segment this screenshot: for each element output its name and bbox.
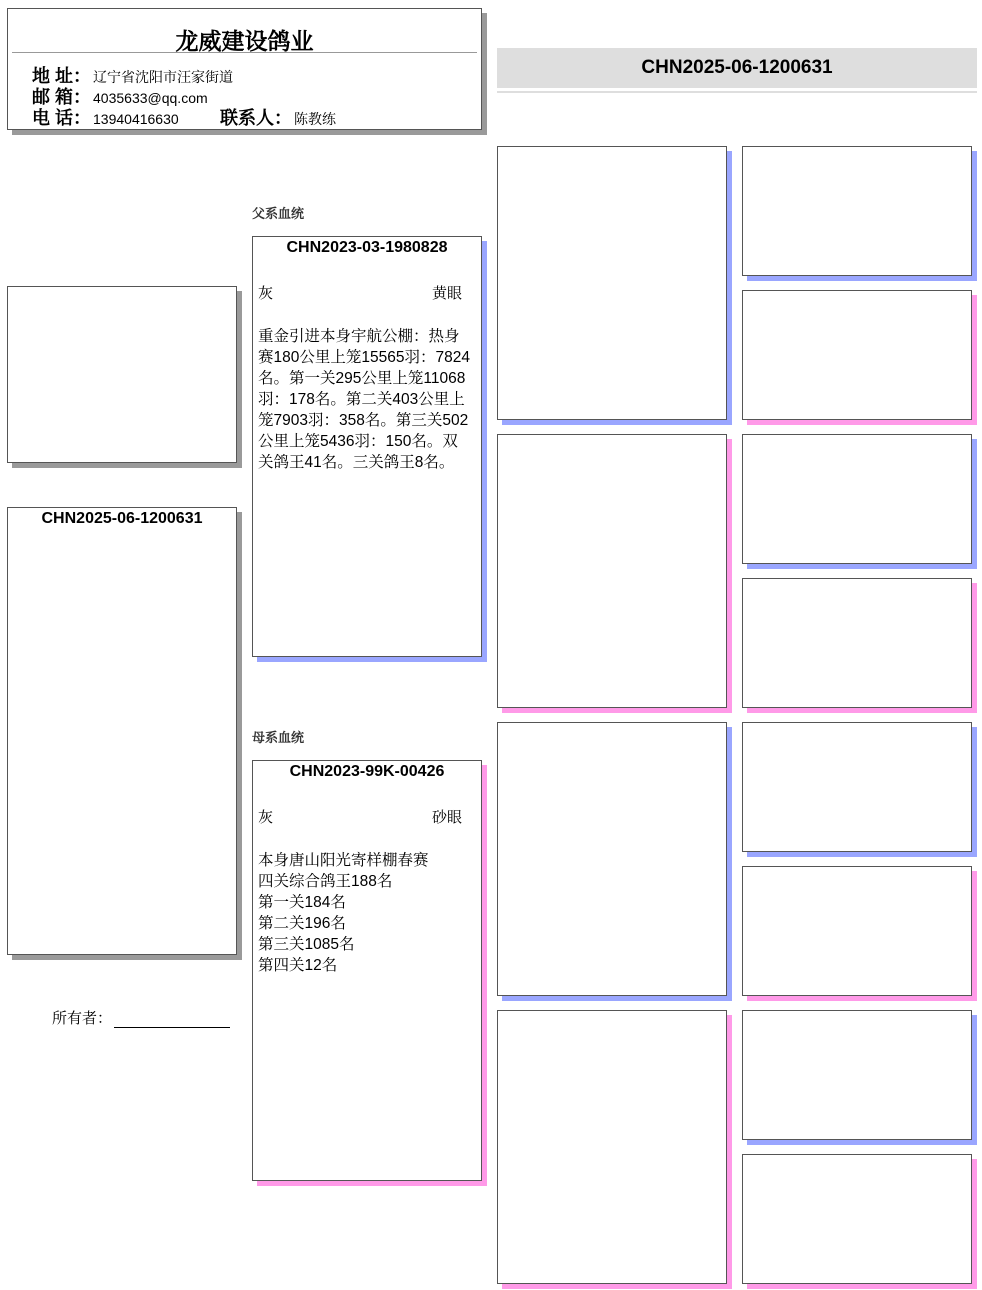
dam-eye: 砂眼 xyxy=(431,809,462,826)
owner-signature-line xyxy=(114,1010,230,1028)
sire-section-label: 父系血统 xyxy=(252,206,305,221)
phone-value: 13940416630 xyxy=(93,111,179,127)
great-grandparent-box-1 xyxy=(742,146,972,276)
subject-pigeon-card xyxy=(7,507,237,955)
loft-header-card xyxy=(7,8,482,130)
address-value: 辽宁省沈阳市汪家街道 xyxy=(93,69,234,85)
sire-traits xyxy=(258,282,462,303)
dam-traits xyxy=(258,806,462,827)
phone-row xyxy=(32,104,179,130)
pedigree-banner: CHN2025-06-1200631 xyxy=(497,48,977,88)
sire-race-record: 重金引进本身宇航公棚：热身赛180公里上笼15565羽：7824名。第一关295公里上笼11068羽：178名。第二关403公里上笼7903羽：358名。第三关502公里上笼5436羽：150名。双关鸽王41名。三关鸽王8名。 xyxy=(258,328,470,471)
dam-race-record: 本身唐山阳光寄样棚春赛 四关综合鸽王188名 第一关184名 第二关196名 第三关1085名 第四关12名 xyxy=(258,852,429,974)
paternal-granddam-box xyxy=(497,434,727,708)
address-label: 地 址： xyxy=(32,66,92,86)
great-grandparent-box-3 xyxy=(742,434,972,564)
maternal-granddam-box xyxy=(497,1010,727,1284)
email-label: 邮 箱： xyxy=(32,87,92,107)
contact-value: 陈教练 xyxy=(294,111,336,127)
great-grandparent-box-2 xyxy=(742,290,972,420)
great-grandparent-box-7 xyxy=(742,1010,972,1140)
dam-color: 灰 xyxy=(258,809,274,826)
sire-color: 灰 xyxy=(258,285,274,302)
maternal-grandsire-box xyxy=(497,722,727,996)
sire-eye: 黄眼 xyxy=(431,285,462,302)
owner-field xyxy=(52,1007,230,1028)
contact-row xyxy=(220,104,336,130)
paternal-grandsire-box xyxy=(497,146,727,420)
great-grandparent-box-8 xyxy=(742,1154,972,1284)
dam-card xyxy=(252,760,482,1181)
header-divider xyxy=(12,52,477,53)
dam-section-label: 母系血统 xyxy=(252,730,305,745)
great-grandparent-box-5 xyxy=(742,722,972,852)
owner-label: 所有者： xyxy=(52,1010,113,1027)
email-value: 4035633@qq.com xyxy=(93,90,208,106)
phone-label: 电 话： xyxy=(32,108,92,128)
subject-ring-number: CHN2025-06-1200631 xyxy=(41,510,203,527)
dam-ring-number: CHN2023-99K-00426 xyxy=(289,763,445,780)
sire-card xyxy=(252,236,482,657)
great-grandparent-box-6 xyxy=(742,866,972,996)
pigeon-photo-frame xyxy=(7,286,237,463)
sire-ring-number: CHN2023-03-1980828 xyxy=(286,239,448,256)
banner-divider xyxy=(497,91,977,93)
contact-label: 联系人： xyxy=(220,108,292,128)
loft-name: 龙威建设鸽业 xyxy=(175,28,314,54)
great-grandparent-box-4 xyxy=(742,578,972,708)
